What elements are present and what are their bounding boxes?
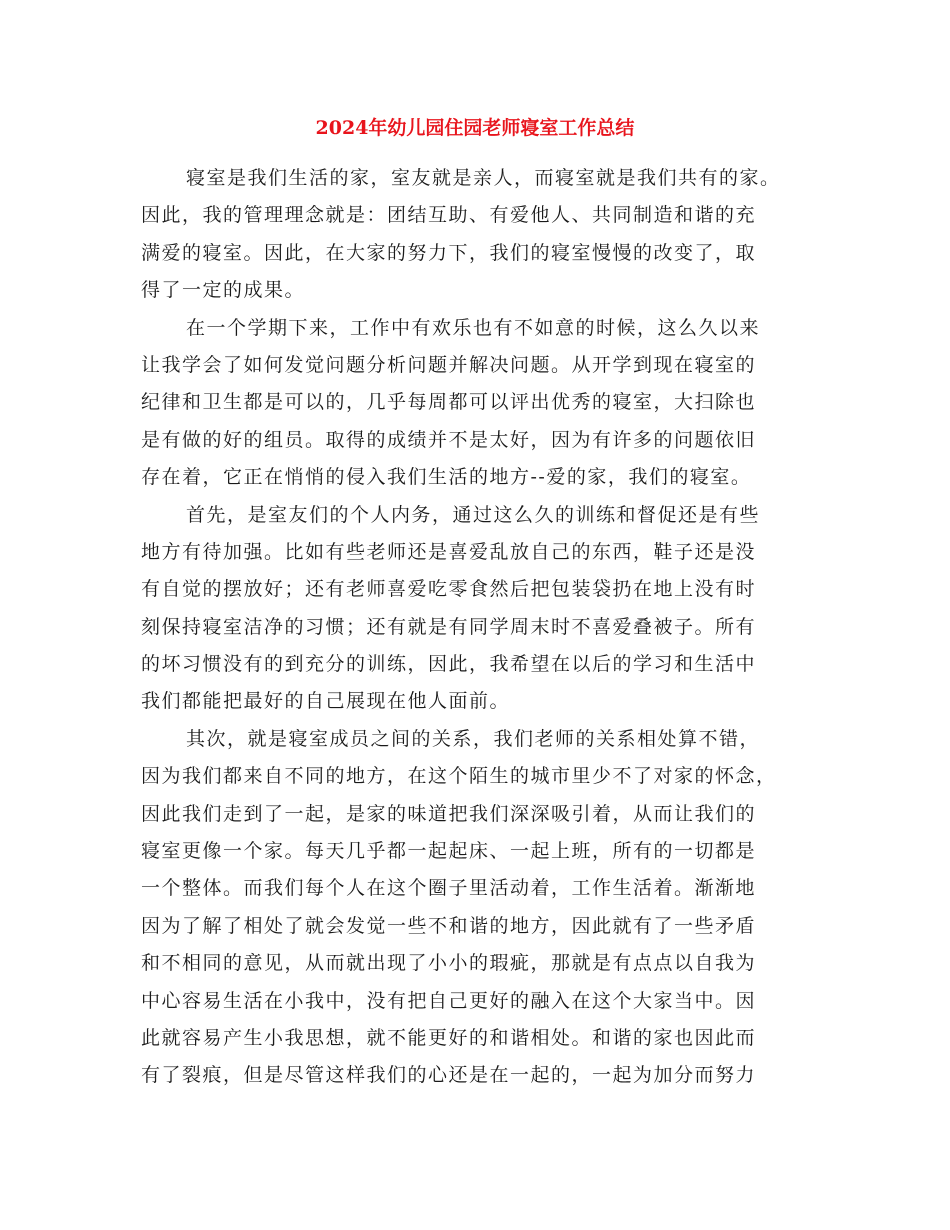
- text-line: 的坏习惯没有的到充分的训练，因此，我希望在以后的学习和生活中: [141, 653, 757, 676]
- text-line: 纪律和卫生都是可以的，几乎每周都可以评出优秀的寝室，大扫除也: [141, 391, 757, 414]
- text-line: 和不相同的意见，从而就出现了小小的瑕疵，那就是有点点以自我为: [141, 952, 757, 975]
- text-line: 刻保持寝室洁净的习惯；还有就是有同学周末时不喜爱叠被子。所有: [141, 615, 757, 638]
- text-line: 让我学会了如何发觉问题分析问题并解决问题。从开学到现在寝室的: [141, 353, 757, 376]
- text-line: 我们都能把最好的自己展现在他人面前。: [141, 690, 511, 713]
- text-line: 寝室更像一个家。每天几乎都一起起床、一起上班，所有的一切都是: [141, 840, 757, 863]
- text-line: 有了裂痕，但是尽管这样我们的心还是在一起的，一起为加分而努力: [141, 1064, 757, 1087]
- document-body: [141, 160, 813, 1095]
- text-line: 此就容易产生小我思想，就不能更好的和谐相处。和谐的家也因此而: [141, 1026, 757, 1049]
- text-line: 中心容易生活在小我中，没有把自己更好的融入在这个大家当中。因: [141, 989, 757, 1012]
- text-line: 因为了解了相处了就会发觉一些不和谐的地方，因此就有了一些矛盾: [141, 914, 757, 937]
- text-line: 因为我们都来自不同的地方，在这个陌生的城市里少不了对家的怀念，: [141, 765, 777, 788]
- text-line: 在一个学期下来，工作中有欢乐也有不如意的时候，这么久以来: [186, 316, 761, 339]
- text-line: 因此我们走到了一起，是家的味道把我们深深吸引着，从而让我们的: [141, 802, 757, 825]
- text-line: 寝室是我们生活的家，室友就是亲人，而寝室就是我们共有的家。: [186, 167, 781, 189]
- text-line: 得了一定的成果。: [141, 279, 306, 302]
- text-line: 因此，我的管理理念就是：团结互助、有爱他人、共同制造和谐的充: [141, 204, 757, 227]
- text-line: 首先，是室友们的个人内务，通过这么久的训练和督促还是有些: [186, 503, 761, 526]
- text-line: 是有做的好的组员。取得的成绩并不是太好，因为有许多的问题依旧: [141, 428, 757, 451]
- text-line: 满爱的寝室。因此，在大家的努力下，我们的寝室慢慢的改变了，取: [141, 241, 757, 264]
- text-line: 有自觉的摆放好；还有老师喜爱吃零食然后把包装袋扔在地上没有时: [141, 578, 757, 601]
- document-title: 2024年幼儿园住园老师寝室工作总结: [315, 117, 635, 139]
- text-line: 存在着，它正在悄悄的侵入我们生活的地方--爱的家，我们的寝室。: [141, 466, 752, 489]
- text-line: 一个整体。而我们每个人在这个圈子里活动着，工作生活着。渐渐地: [141, 877, 757, 900]
- text-line: 其次，就是寝室成员之间的关系，我们老师的关系相处算不错，: [186, 727, 761, 750]
- text-line: 地方有待加强。比如有些老师还是喜爱乱放自己的东西，鞋子还是没: [141, 540, 757, 563]
